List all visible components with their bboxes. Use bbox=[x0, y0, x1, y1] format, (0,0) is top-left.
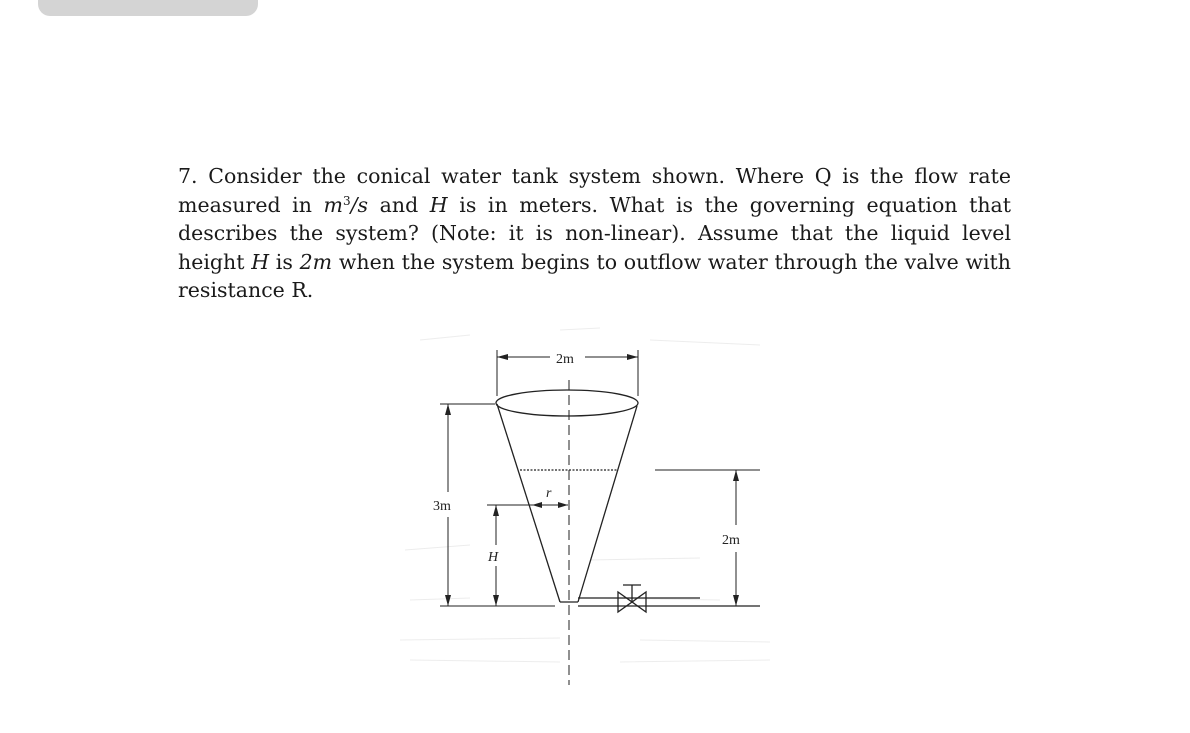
var-H: H bbox=[429, 192, 448, 217]
right-dimension-label: 2m bbox=[722, 533, 740, 548]
cone-right-side bbox=[578, 406, 637, 602]
unit-per-second: /s bbox=[350, 192, 369, 217]
var-m: m bbox=[323, 192, 343, 217]
value-2m: 2m bbox=[299, 249, 333, 274]
background-bleed-texture bbox=[400, 328, 770, 662]
H-label: H bbox=[488, 550, 499, 565]
cone-rim bbox=[496, 390, 638, 416]
left-dimension-label: 3m bbox=[433, 499, 451, 514]
var-H-2: H bbox=[251, 249, 270, 274]
cone-left-side bbox=[497, 404, 560, 602]
problem-number: 7. bbox=[178, 164, 198, 188]
r-label: r bbox=[546, 486, 552, 501]
top-dimension-label: 2m bbox=[556, 352, 574, 367]
problem-statement: 7. Consider the conical water tank system shown. Where Q is the flow rate measured in $m^3/s$ and H is in meters. What is the governing equation that describes the system? (Note: it is non-linear). Assume that the liquid level height H is 2m when the system begins to outflow water through the valve with resistance R. bbox=[178, 164, 1011, 302]
exponent-3: 3 bbox=[342, 193, 351, 208]
